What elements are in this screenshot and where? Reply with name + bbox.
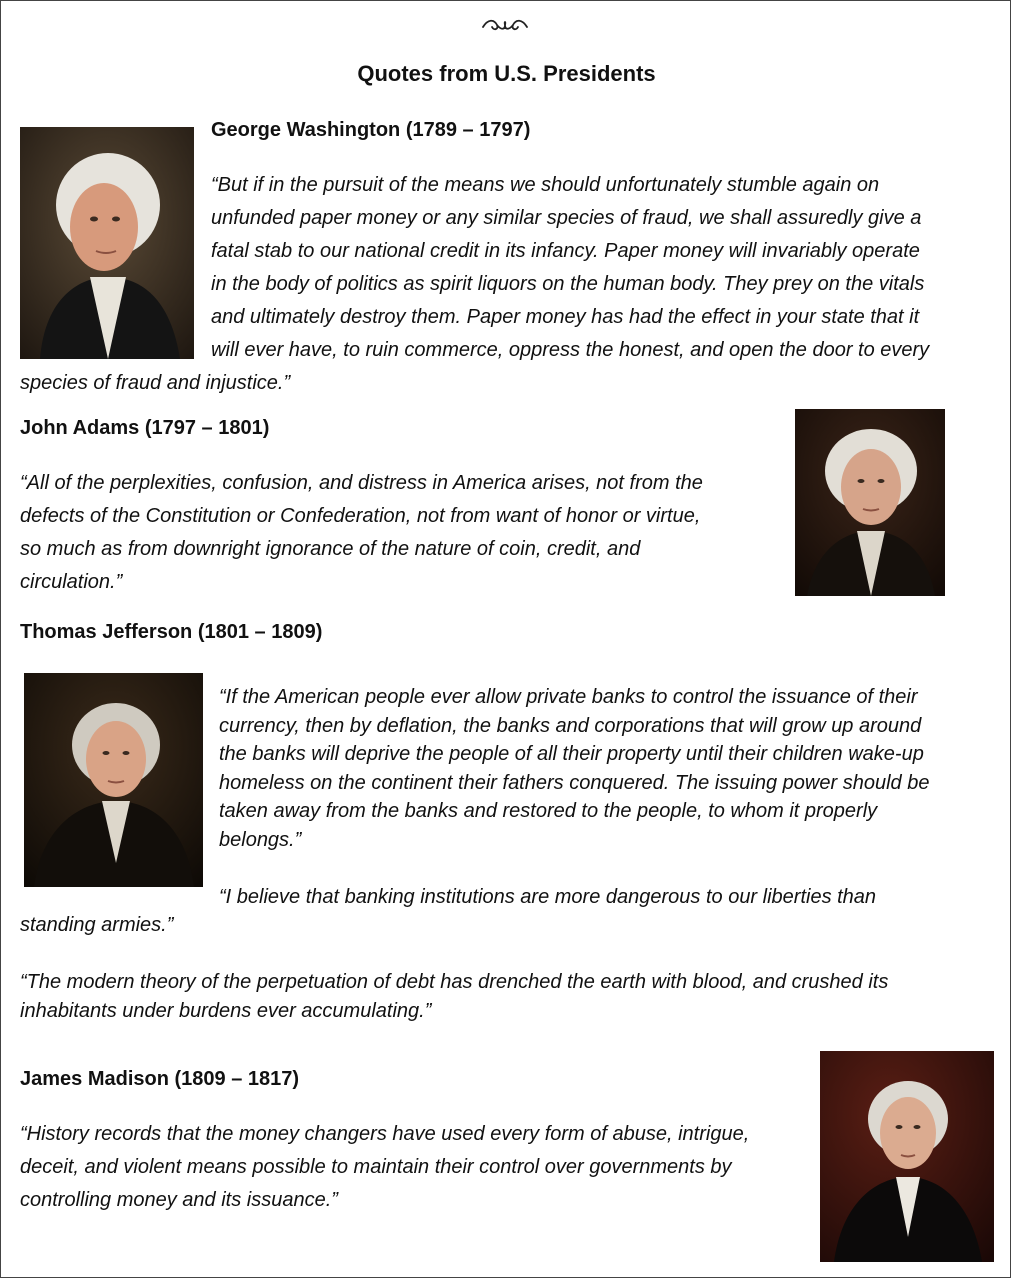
quote-line: will ever have, to ruin commerce, oppress the honest, and open the door to every — [211, 339, 930, 361]
president-name: Thomas Jefferson (1801 – 1809) — [20, 621, 323, 643]
quote-line: “I believe that banking institutions are more dangerous to our liberties than — [219, 886, 877, 908]
quote-line: circulation.” — [20, 571, 123, 593]
quote-line: deceit, and violent means possible to maintain their control over governments by — [20, 1156, 732, 1178]
quote-line: defects of the Constitution or Confederation, not from want of honor or virtue, — [20, 505, 701, 527]
quote-line: inhabitants under burdens ever accumulating.” — [20, 999, 432, 1022]
president-name: George Washington (1789 – 1797) — [211, 119, 531, 141]
president-quote — [20, 1118, 749, 1217]
president-quote — [219, 683, 929, 855]
quote-line: “But if in the pursuit of the means we should unfortunately stumble again on — [211, 174, 880, 196]
quote-line: belongs.” — [219, 828, 302, 851]
portrait-thomas-jefferson — [24, 673, 203, 887]
quote-line: standing armies.” — [20, 914, 174, 936]
president-name: John Adams (1797 – 1801) — [20, 417, 270, 439]
portrait-james-madison — [820, 1051, 994, 1262]
president-name: James Madison (1809 – 1817) — [20, 1068, 300, 1090]
quote-line: homeless on the continent their fathers conquered. The issuing power should be — [219, 771, 930, 794]
quote-line: “All of the perplexities, confusion, and distress in America arises, not from the — [20, 472, 703, 494]
portrait-george-washington — [20, 127, 194, 359]
quote-line: taken away from the banks and restored to the people, to whom it properly — [219, 800, 878, 823]
quote-line: species of fraud and injustice.” — [20, 372, 291, 394]
quote-line: in the body of politics as spirit liquors on the human body. They prey on the vitals — [211, 273, 925, 295]
president-quote — [211, 169, 929, 367]
quote-line: the banks will deprive the people of all their property until their children wake-up — [219, 743, 924, 766]
quote-line: currency, then by deflation, the banks and corporations that will grow up around — [219, 714, 922, 737]
quote-line: “History records that the money changers have used every form of abuse, intrigue, — [20, 1123, 750, 1145]
quote-line: and ultimately destroy them. Paper money has had the effect in your state that it — [211, 306, 920, 328]
quote-line: “If the American people ever allow private banks to control the issuance of their — [219, 686, 918, 708]
president-quote — [20, 467, 703, 599]
quote-line: “The modern theory of the perpetuation of debt has drenched the earth with blood, and crushed its — [20, 971, 889, 993]
president-quote — [20, 968, 888, 1025]
page-title: Quotes from U.S. Presidents — [357, 61, 656, 86]
quote-line: unfunded paper money or any similar species of fraud, we shall assuredly give a — [211, 207, 922, 229]
quote-line: fatal stab to our national credit in its infancy. Paper money will invariably operate — [211, 240, 920, 262]
portrait-john-adams — [795, 409, 945, 596]
quote-line: so much as from downright ignorance of the nature of coin, credit, and — [20, 538, 641, 560]
flourish-ornament-icon — [480, 15, 530, 35]
quote-line: controlling money and its issuance.” — [20, 1189, 338, 1211]
